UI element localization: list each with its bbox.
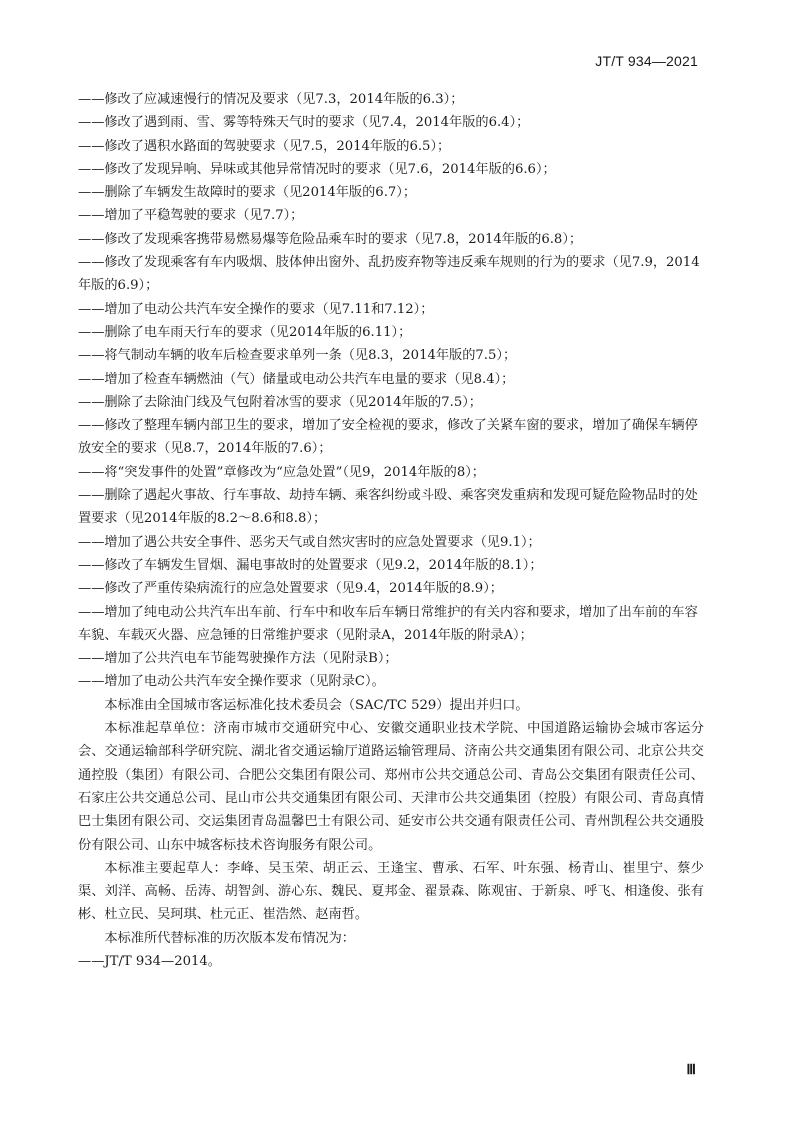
change-item: ——将“突发事件的处置”章修改为“应急处置”（见9，2014年版的8）； — [78, 464, 485, 480]
change-item: ——增加了平稳驾驶的要求（见7.7）； — [78, 208, 304, 224]
changes-list — [78, 88, 704, 694]
drafters-paragraph: 本标准主要起草人：李峰、吴玉荣、胡正云、王逢宝、曹承、石军、叶东强、杨青山、崔里宁、蔡少渠、刘洋、高畅、岳涛、胡智剑、游心东、魏民、夏邦金、翟景森、陈观宙、于新泉、呼飞、相逢俊、张有彬、杜立民、吴珂琪、杜元正、崔浩然、赵南哲。 — [78, 860, 704, 923]
change-item: ——修改了整理车辆内部卫生的要求，增加了安全检视的要求，修改了关紧车窗的要求，增加了确保车辆停放安全的要求（见8.7，2014年版的7.6）； — [78, 418, 698, 457]
change-item: ——修改了发现乘客携带易燃易爆等危险品乘车时的要求（见7.8，2014年版的6.8）； — [78, 231, 583, 247]
change-item: ——修改了严重传染病流行的应急处置要求（见9.4，2014年版的8.9）； — [78, 581, 503, 597]
change-item: ——修改了应减速慢行的情况及要求（见7.3，2014年版的6.3）； — [78, 92, 464, 107]
change-item: ——修改了遇积水路面的驾驶要求（见7.5，2014年版的6.5）； — [78, 138, 451, 154]
change-item: ——增加了电动公共汽车安全操作要求（见附录C）。 — [78, 674, 385, 690]
drafting-units-paragraph: 本标准起草单位：济南市城市交通研究中心、安徽交通职业技术学院、中国道路运输协会城市客运分会、交通运输部科学研究院、湖北省交通运输厅道路运输管理局、济南公共交通集团有限公司、北京公共交通控股（集团）有限公司、合肥公交集团有限公司、郑州市公共交通总公司、青岛公交集团有限责任公司、石家庄公共交通总公司、昆山市公共交通集团有限公司、天津市公共交通集团（控股）有限公司、青岛真情巴士集团有限公司、交运集团青岛温馨巴士有限公司、延安市公共交通有限责任公司、青州凯程公共交通股份有限公司、山东中城客标技术咨询服务有限公司。 — [78, 721, 704, 853]
change-item: ——增加了公共汽电车节能驾驶操作方法（见附录B）； — [78, 651, 398, 667]
history-item: ——JT/T 934—2014。 — [78, 953, 221, 969]
change-item: ——删除了遇起火事故、行车事故、劫持车辆、乘客纠纷或斗殴、乘客突发重病和发现可疑危险物品时的处置要求（见2014年版的8.2～8.6和8.8）； — [78, 488, 698, 527]
change-item: ——修改了遇到雨、雪、雾等特殊天气时的要求（见7.4，2014年版的6.4）； — [78, 115, 530, 131]
page-number: Ⅲ — [686, 1063, 696, 1078]
change-item: ——增加了电动公共汽车安全操作的要求（见7.11和7.12）； — [78, 301, 434, 317]
history-intro-paragraph: 本标准所代替标准的历次版本发布情况为： — [104, 930, 355, 946]
change-item: ——删除了车辆发生故障时的要求（见2014年版的6.7）； — [78, 185, 417, 201]
change-item: ——修改了车辆发生冒烟、漏电事故时的处置要求（见9.2，2014年版的8.1）； — [78, 557, 543, 573]
change-item: ——增加了纯电动公共汽车出车前、行车中和收车后车辆日常维护的有关内容和要求，增加了出车前的车容车貌、车载灭火器、应急锤的日常维护要求（见附录A，2014年版的附录A）； — [78, 604, 698, 643]
change-item: ——增加了检查车辆燃油（气）储量或电动公共汽车电量的要求（见8.4）； — [78, 371, 515, 387]
standard-code: JT/T 934—2021 — [595, 53, 698, 69]
change-item: ——增加了遇公共安全事件、恶劣天气或自然灾害时的应急处置要求（见9.1）； — [78, 534, 541, 550]
change-item: ——删除了电车雨天行车的要求（见2014年版的6.11）； — [78, 324, 412, 340]
change-item: ——修改了发现异响、异味或其他异常情况时的要求（见7.6，2014年版的6.6）； — [78, 161, 556, 177]
change-item: ——删除了去除油门线及气包附着冰雪的要求（见2014年版的7.5）； — [78, 394, 482, 410]
change-item: ——将气制动车辆的收车后检查要求单列一条（见8.3，2014年版的7.5）； — [78, 348, 517, 364]
change-item: ——修改了发现乘客有车内吸烟、肢体伸出窗外、乱扔废弃物等违反乘车规则的行为的要求（见7.9，2014年版的6.9）； — [78, 255, 700, 294]
proposer-paragraph: 本标准由全国城市客运标准化技术委员会（SAC/TC 529）提出并归口。 — [104, 697, 529, 713]
document-body — [78, 88, 704, 973]
